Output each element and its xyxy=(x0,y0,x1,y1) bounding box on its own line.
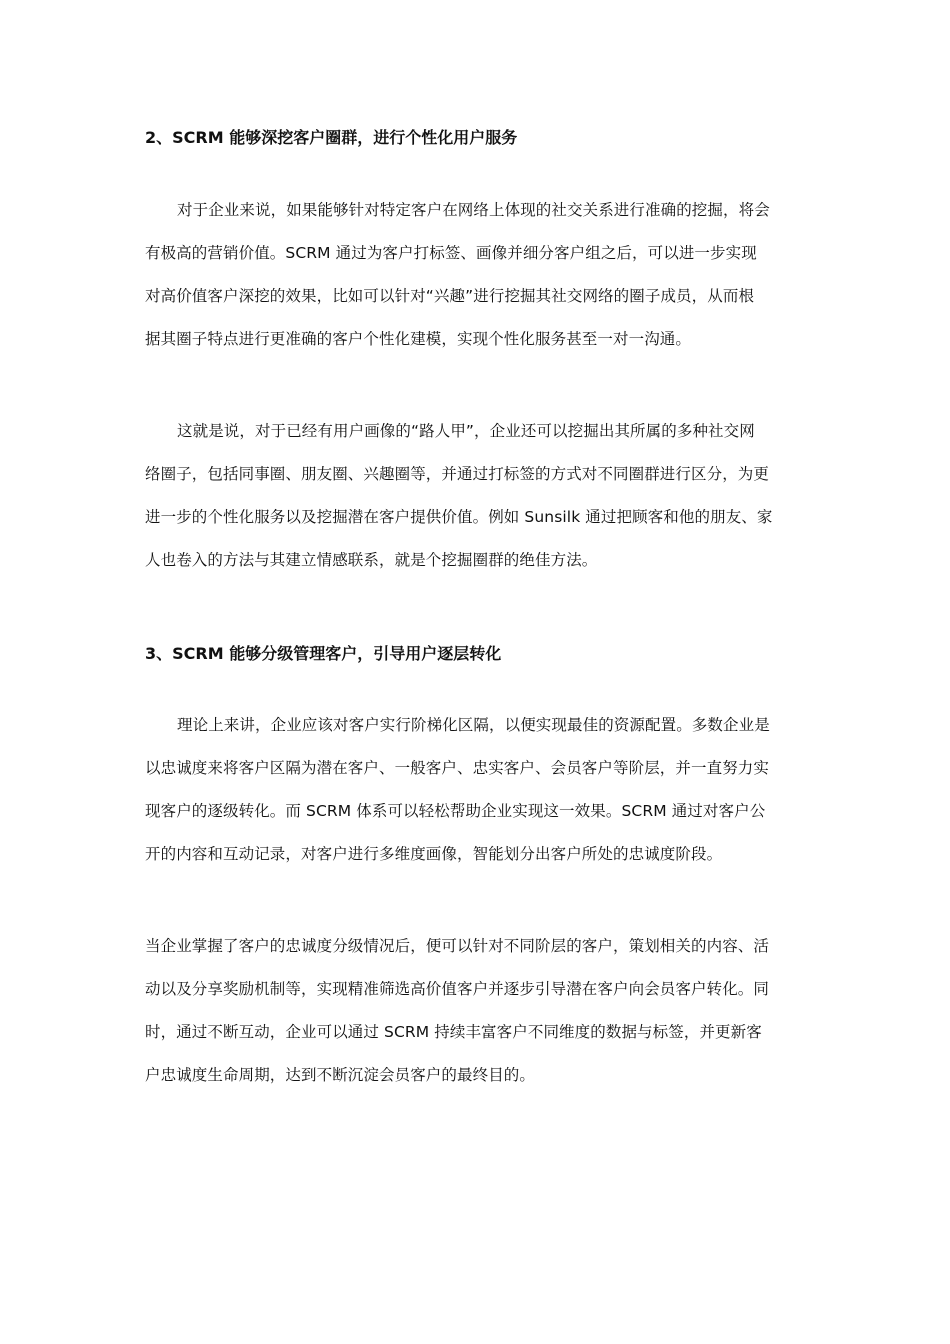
paragraph-line: 对高价值客户深挖的效果，比如可以针对“兴趣”进行挖掘其社交网络的圈子成员，从而根 xyxy=(145,287,755,305)
section-3-heading: 3、SCRM 能够分级管理客户，引导用户逐层转化 xyxy=(145,644,502,663)
paragraph-line: 络圈子，包括同事圈、朋友圈、兴趣圈等，并通过打标签的方式对不同圈群进行区分，为更 xyxy=(145,465,770,483)
paragraph-line: 对于企业来说，如果能够针对特定客户在网络上体现的社交关系进行准确的挖掘，将会 xyxy=(177,201,770,219)
paragraph-line: 这就是说，对于已经有用户画像的“路人甲”，企业还可以挖掘出其所属的多种社交网 xyxy=(177,422,755,440)
paragraph-line: 动以及分享奖励机制等，实现精准筛选高价值客户并逐步引导潜在客户向会员客户转化。同 xyxy=(145,980,770,998)
paragraph-line: 时，通过不断互动，企业可以通过 SCRM 持续丰富客户不同维度的数据与标签，并更新客 xyxy=(145,1023,762,1041)
paragraph-line: 有极高的营销价值。SCRM 通过为客户打标签、画像并细分客户组之后，可以进一步实现 xyxy=(145,244,757,262)
paragraph-line: 进一步的个性化服务以及挖掘潜在客户提供价值。例如 Sunsilk 通过把顾客和他的朋友、家 xyxy=(145,508,773,526)
paragraph-line: 据其圈子特点进行更准确的客户个性化建模，实现个性化服务甚至一对一沟通。 xyxy=(145,330,692,348)
paragraph-line: 现客户的逐级转化。而 SCRM 体系可以轻松帮助企业实现这一效果。SCRM 通过对客户公 xyxy=(145,802,766,820)
section-2-paragraph-2 xyxy=(145,410,809,582)
paragraph-line: 开的内容和互动记录，对客户进行多维度画像，智能划分出客户所处的忠诚度阶段。 xyxy=(145,845,723,863)
paragraph-line: 人也卷入的方法与其建立情感联系，就是个挖掘圈群的绝佳方法。 xyxy=(145,551,598,569)
section-2-paragraph-1 xyxy=(145,189,809,361)
section-2-heading: 2、SCRM 能够深挖客户圈群，进行个性化用户服务 xyxy=(145,128,518,147)
section-3-paragraph-2 xyxy=(145,925,809,1097)
paragraph-line: 当企业掌握了客户的忠诚度分级情况后，便可以针对不同阶层的客户，策划相关的内容、活 xyxy=(145,937,770,955)
paragraph-line: 以忠诚度来将客户区隔为潜在客户、一般客户、忠实客户、会员客户等阶层，并一直努力实 xyxy=(145,759,770,777)
section-3-paragraph-1 xyxy=(145,704,809,876)
paragraph-line: 理论上来讲，企业应该对客户实行阶梯化区隔，以便实现最佳的资源配置。多数企业是 xyxy=(177,716,770,734)
paragraph-line: 户忠诚度生命周期，达到不断沉淀会员客户的最终目的。 xyxy=(145,1066,536,1084)
